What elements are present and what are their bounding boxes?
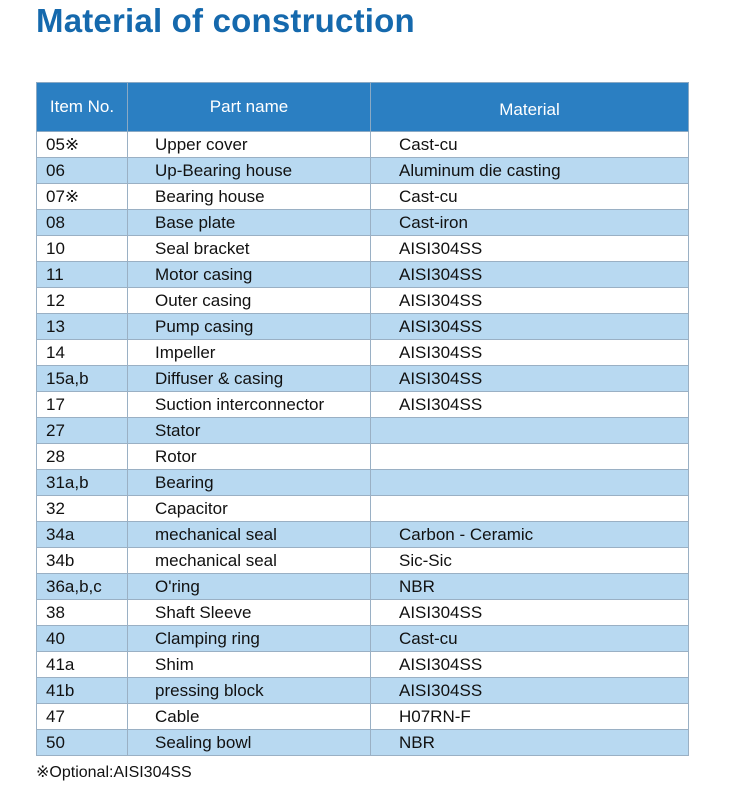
cell-item-no: 07※ [37, 184, 128, 210]
table-row [37, 314, 689, 340]
cell-material: H07RN-F [371, 704, 689, 730]
cell-item-no: 38 [37, 600, 128, 626]
cell-material: AISI304SS [371, 678, 689, 704]
table-row [37, 548, 689, 574]
cell-part-name: Pump casing [128, 314, 371, 340]
cell-item-no: 34b [37, 548, 128, 574]
table-row [37, 470, 689, 496]
cell-item-no: 15a,b [37, 366, 128, 392]
cell-material: Cast-iron [371, 210, 689, 236]
table-row [37, 132, 689, 158]
table-row [37, 288, 689, 314]
cell-item-no: 41b [37, 678, 128, 704]
cell-item-no: 31a,b [37, 470, 128, 496]
cell-material: AISI304SS [371, 392, 689, 418]
cell-item-no: 13 [37, 314, 128, 340]
cell-item-no: 14 [37, 340, 128, 366]
cell-material [371, 470, 689, 496]
cell-material: AISI304SS [371, 314, 689, 340]
cell-material: Cast-cu [371, 132, 689, 158]
cell-material [371, 496, 689, 522]
cell-part-name: Base plate [128, 210, 371, 236]
table-row [37, 418, 689, 444]
cell-part-name: pressing block [128, 678, 371, 704]
header-item-no: Item No. [37, 83, 128, 132]
cell-material: Carbon - Ceramic [371, 522, 689, 548]
cell-material: Aluminum die casting [371, 158, 689, 184]
cell-part-name: Outer casing [128, 288, 371, 314]
cell-part-name: Stator [128, 418, 371, 444]
cell-part-name: Bearing house [128, 184, 371, 210]
cell-item-no: 47 [37, 704, 128, 730]
cell-item-no: 27 [37, 418, 128, 444]
cell-part-name: Upper cover [128, 132, 371, 158]
cell-item-no: 34a [37, 522, 128, 548]
table-row [37, 184, 689, 210]
table-row [37, 392, 689, 418]
table-row [37, 704, 689, 730]
materials-table [36, 82, 689, 756]
table-row [37, 574, 689, 600]
cell-item-no: 08 [37, 210, 128, 236]
cell-material: AISI304SS [371, 288, 689, 314]
cell-part-name: mechanical seal [128, 522, 371, 548]
table-row [37, 730, 689, 756]
cell-item-no: 36a,b,c [37, 574, 128, 600]
cell-material: Cast-cu [371, 184, 689, 210]
cell-material: AISI304SS [371, 600, 689, 626]
cell-material [371, 418, 689, 444]
cell-part-name: Clamping ring [128, 626, 371, 652]
cell-material: AISI304SS [371, 262, 689, 288]
table-header-row [37, 83, 689, 132]
cell-part-name: Diffuser & casing [128, 366, 371, 392]
cell-material: Cast-cu [371, 626, 689, 652]
cell-part-name: Motor casing [128, 262, 371, 288]
table-row [37, 340, 689, 366]
cell-part-name: mechanical seal [128, 548, 371, 574]
table-row [37, 652, 689, 678]
table-row [37, 600, 689, 626]
cell-part-name: Impeller [128, 340, 371, 366]
cell-part-name: Shim [128, 652, 371, 678]
cell-part-name: Seal bracket [128, 236, 371, 262]
table-row [37, 210, 689, 236]
table-row [37, 158, 689, 184]
cell-item-no: 41a [37, 652, 128, 678]
cell-part-name: Cable [128, 704, 371, 730]
cell-part-name: O'ring [128, 574, 371, 600]
cell-item-no: 17 [37, 392, 128, 418]
cell-part-name: Bearing [128, 470, 371, 496]
cell-material: AISI304SS [371, 652, 689, 678]
cell-item-no: 10 [37, 236, 128, 262]
cell-part-name: Capacitor [128, 496, 371, 522]
cell-material: AISI304SS [371, 366, 689, 392]
table-row [37, 262, 689, 288]
table-row [37, 444, 689, 470]
cell-item-no: 40 [37, 626, 128, 652]
cell-material: AISI304SS [371, 340, 689, 366]
table-row [37, 626, 689, 652]
header-material: Material [371, 83, 689, 132]
cell-part-name: Shaft Sleeve [128, 600, 371, 626]
cell-material: NBR [371, 730, 689, 756]
cell-part-name: Suction interconnector [128, 392, 371, 418]
footnote: ※Optional:AISI304SS [36, 764, 192, 781]
table-row [37, 366, 689, 392]
cell-part-name: Sealing bowl [128, 730, 371, 756]
header-part-name: Part name [128, 83, 371, 132]
cell-material [371, 444, 689, 470]
table-row [37, 236, 689, 262]
cell-item-no: 05※ [37, 132, 128, 158]
page-title: Material of construction [36, 2, 415, 39]
cell-part-name: Up-Bearing house [128, 158, 371, 184]
cell-part-name: Rotor [128, 444, 371, 470]
table-row [37, 522, 689, 548]
table-row [37, 496, 689, 522]
cell-material: NBR [371, 574, 689, 600]
cell-item-no: 06 [37, 158, 128, 184]
cell-item-no: 50 [37, 730, 128, 756]
cell-item-no: 32 [37, 496, 128, 522]
cell-item-no: 12 [37, 288, 128, 314]
cell-item-no: 11 [37, 262, 128, 288]
table-row [37, 678, 689, 704]
cell-material: AISI304SS [371, 236, 689, 262]
cell-item-no: 28 [37, 444, 128, 470]
cell-material: Sic-Sic [371, 548, 689, 574]
